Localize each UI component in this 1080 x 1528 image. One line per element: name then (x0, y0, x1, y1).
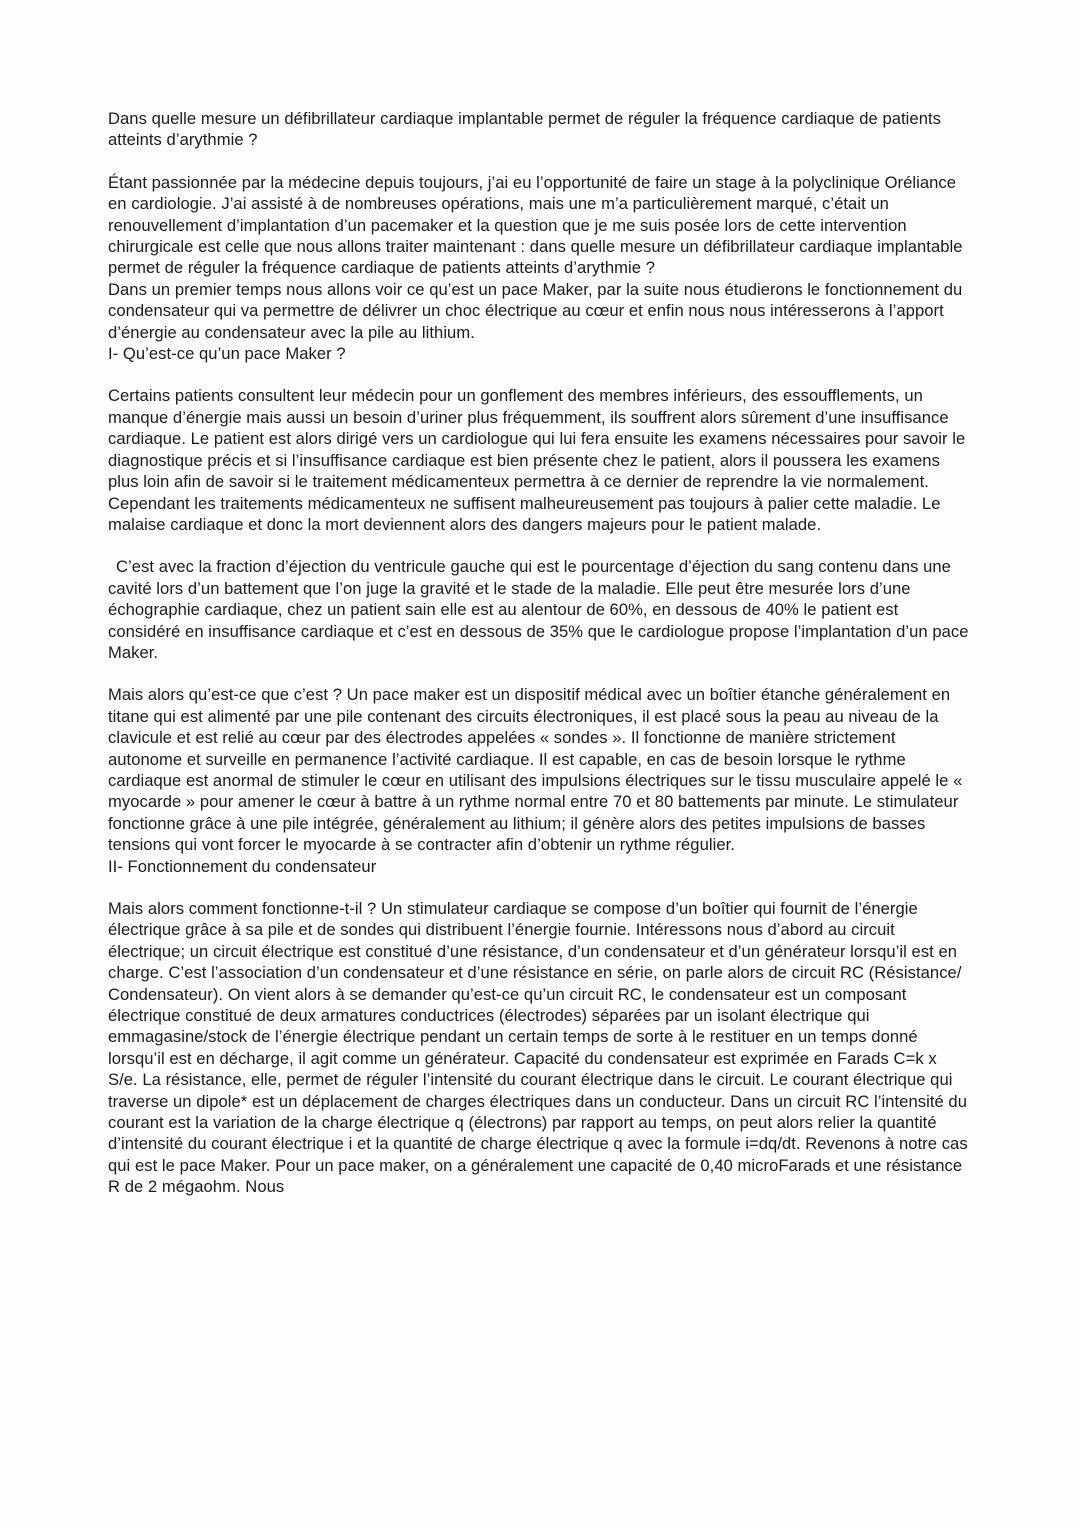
section-2-heading: II- Fonctionnement du condensateur (108, 856, 377, 876)
section-1-paragraph-2: C’est avec la fraction d’éjection du ventricule gauche qui est le pourcentage d’éjection du sang contenu dans une cavité lors d’un battement que l’on juge la gravité et le stade de la maladie. Elle peut être mesurée lors d’une échographie cardiaque, chez un patient sain elle est au alentour de 60%, en dessous de 40% le patient est considéré en insuffisance cardiaque et c’est en dessous de 35% que le cardiologue propose l’implantation d’un pace Maker. (108, 557, 969, 662)
section-1-paragraph-1: Certains patients consultent leur médecin pour un gonflement des membres inférieurs, des essoufflements, un manque d’énergie mais aussi un besoin d’uriner plus fréquemment, ils souffrent alors sûrement d’une insuffisance cardiaque. Le patient est alors dirigé vers un cardiologue qui lui fera ensuite les examens nécessaires pour savoir le diagnostique précis et si l’insuffisance cardiaque est bien présente chez le patient, alors il poussera les examens plus loin afin de savoir si le traitement médicamenteux permettra à ce dernier de reprendre la vie normalement. Cependant les traitements médicamenteux ne suffisent malheureusement pas toujours à palier cette maladie. Le malaise cardiaque et donc la mort deviennent alors des dangers majeurs pour le patient malade. (108, 386, 966, 534)
section-1-heading: I- Qu’est-ce qu’un pace Maker ? (108, 344, 346, 364)
section-1-paragraph-3: Mais alors qu’est-ce que c’est ? Un pace maker est un dispositif médical avec un boîtier étanche généralement en titane qui est alimenté par une pile contenant des circuits électroniques, il est placé sous la peau au niveau de la clavicule et est relié au cœur par des électrodes appelées « sondes ». Il fonctionne de manière strictement autonome et surveille en permanence l’activité cardiaque. Il est capable, en cas de besoin lorsque le rythme cardiaque est anormal de stimuler le cœur en utilisant des impulsions électriques sur le tissu musculaire appelé le « myocarde » pour amener le cœur à battre à un rythme normal entre 70 et 80 battements par minute. Le stimulateur fonctionne grâce à une pile intégrée, généralement au lithium; il génère alors des petites impulsions de basses tensions qui vont forcer le myocarde à se contracter afin d’obtenir un rythme régulier. (108, 685, 963, 855)
introduction-paragraph: Étant passionnée par la médecine depuis toujours, j’ai eu l’opportunité de faire un stage à la polyclinique Oréliance en cardiologie. J’ai assisté à de nombreuses opérations, mais une m’a particulièrement marqué, c’était un renouvellement d’implantation d’un pacemaker et la question que je me suis posée lors de cette intervention chirurgicale est celle que nous allons traiter maintenant : dans quelle mesure un défibrillateur cardiaque implantable permet de réguler la fréquence cardiaque de patients atteints d’arythmie ? (108, 172, 963, 278)
section-2-paragraph-1: Mais alors comment fonctionne-t-il ? Un stimulateur cardiaque se compose d’un boîtier qui fournit de l’énergie électrique grâce à sa pile et de sondes qui distribuent l’énergie fournie. Intéressons nous d’abord au circuit électrique; un circuit électrique est constitué d’une résistance, d’un condensateur et d’un générateur lorsqu’il est en charge. C’est l’association d’un condensateur et d’une résistance en série, on parle alors de circuit RC (Résistance/ Condensateur). On vient alors à se demander qu’est-ce qu’un circuit RC, le condensateur est un composant électrique constitué de deux armatures conductrices (électrodes) séparées par un isolant électrique qui emmagasine/stock de l’énergie électrique pendant un certain temps de sorte à le restituer en un temps donné lorsqu’il est en décharge, il agit comme un générateur. Capacité du condensateur est exprimée en Farads C=k x S/e. La résistance, elle, permet de réguler l’intensité du courant électrique dans le circuit. Le courant électrique qui traverse un dipole* est un déplacement de charges électriques dans un conducteur. Dans un circuit RC l’intensité du courant est la variation de la charge électrique q (électrons) par rapport au temps, on peut alors relier la quantité d’intensité du courant électrique i et la quantité de charge électrique q avec la formule i=dq/dt. Revenons à notre cas qui est le pace Maker. Pour un pace maker, on a généralement une capacité de 0,40 microFarads et une résistance R de 2 mégaohm. Nous (108, 899, 968, 1197)
document-body (108, 108, 970, 1198)
research-question: Dans quelle mesure un défibrillateur cardiaque implantable permet de réguler la fréquence cardiaque de patients atteints d’arythmie ? (108, 109, 941, 150)
plan-paragraph: Dans un premier temps nous allons voir ce qu’est un pace Maker, par la suite nous étudierons le fonctionnement du condensateur qui va permettre de délivrer un choc électrique au cœur et enfin nous nous intéresserons à l’apport d’énergie au condensateur avec la pile au lithium. (108, 279, 963, 342)
